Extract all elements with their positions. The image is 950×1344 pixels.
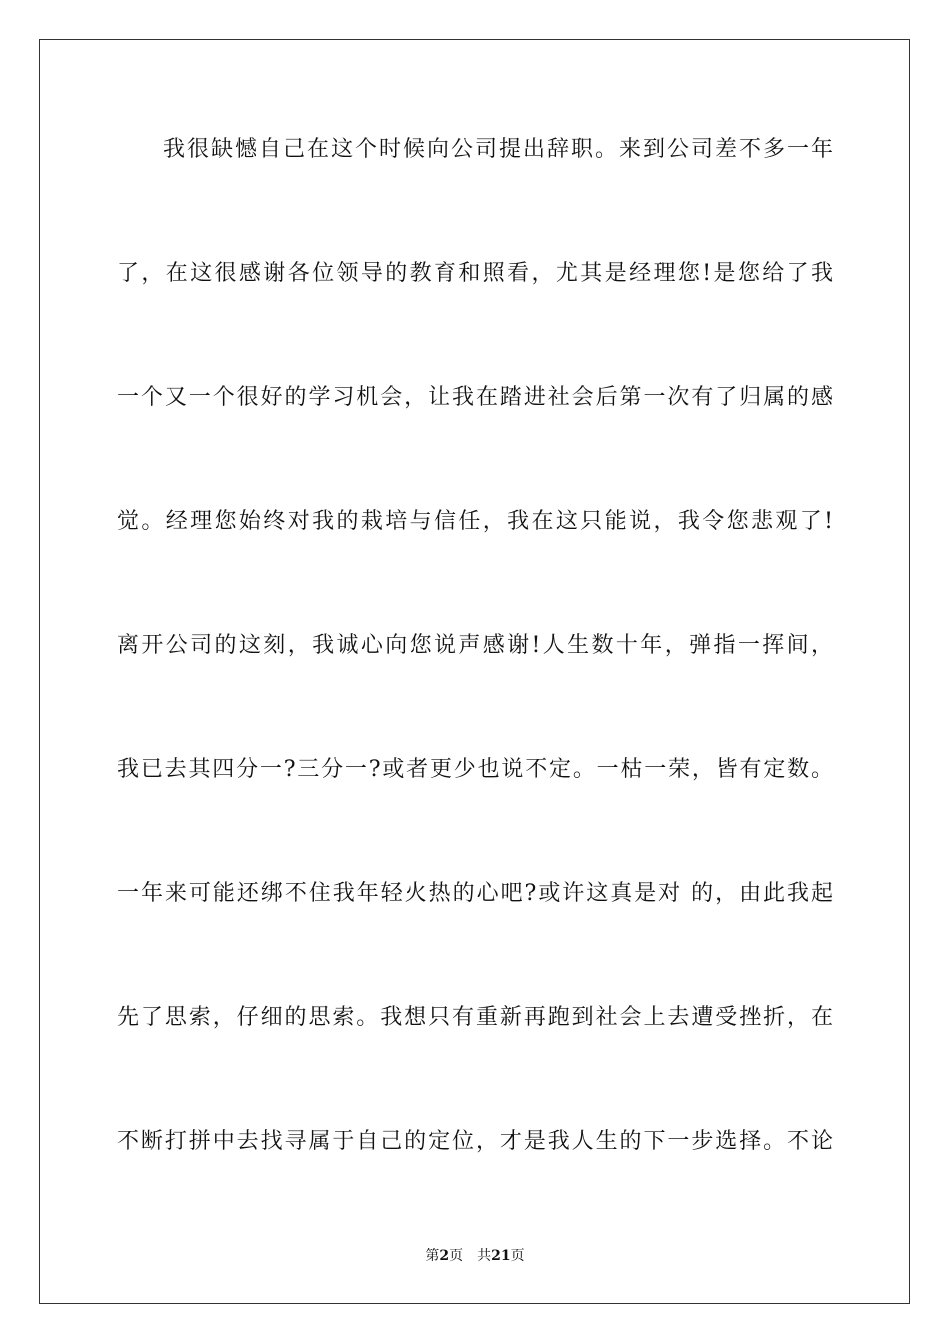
text-line-4: 觉。经理您始终对我的栽培与信任，我在这只能说，我令您悲观了!: [117, 509, 833, 534]
page-prefix: 第: [425, 1248, 440, 1264]
page-number: 2: [439, 1248, 450, 1264]
text-line-9: 不断打拼中去找寻属于自己的定位，才是我人生的下一步选择。不论: [117, 1129, 833, 1154]
page-suffix: 页: [449, 1248, 464, 1264]
text-line-1: 我很缺憾自己在这个时候向公司提出辞职。来到公司差不多一年: [163, 137, 833, 162]
text-line-5: 离开公司的这刻，我诚心向您说声感谢!人生数十年，弹指一挥间，: [117, 633, 833, 658]
text-line-8: 先了思索，仔细的思索。我想只有重新再跑到社会上去遭受挫折，在: [117, 1005, 833, 1030]
total-prefix: 共: [477, 1248, 492, 1264]
total-pages: 21: [491, 1248, 511, 1264]
text-line-7: 一年来可能还绑不住我年轻火热的心吧?或许这真是对 的，由此我起: [117, 881, 833, 906]
page-border: [39, 39, 910, 1304]
text-line-2: 了，在这很感谢各位领导的教育和照看，尤其是经理您!是您给了我: [117, 261, 833, 286]
total-suffix: 页: [510, 1248, 525, 1264]
text-line-3: 一个又一个很好的学习机会，让我在踏进社会后第一次有了归属的感: [117, 385, 833, 410]
text-line-6: 我已去其四分一?三分一?或者更少也说不定。一枯一荣，皆有定数。: [117, 757, 833, 782]
page-footer: [0, 1246, 950, 1266]
